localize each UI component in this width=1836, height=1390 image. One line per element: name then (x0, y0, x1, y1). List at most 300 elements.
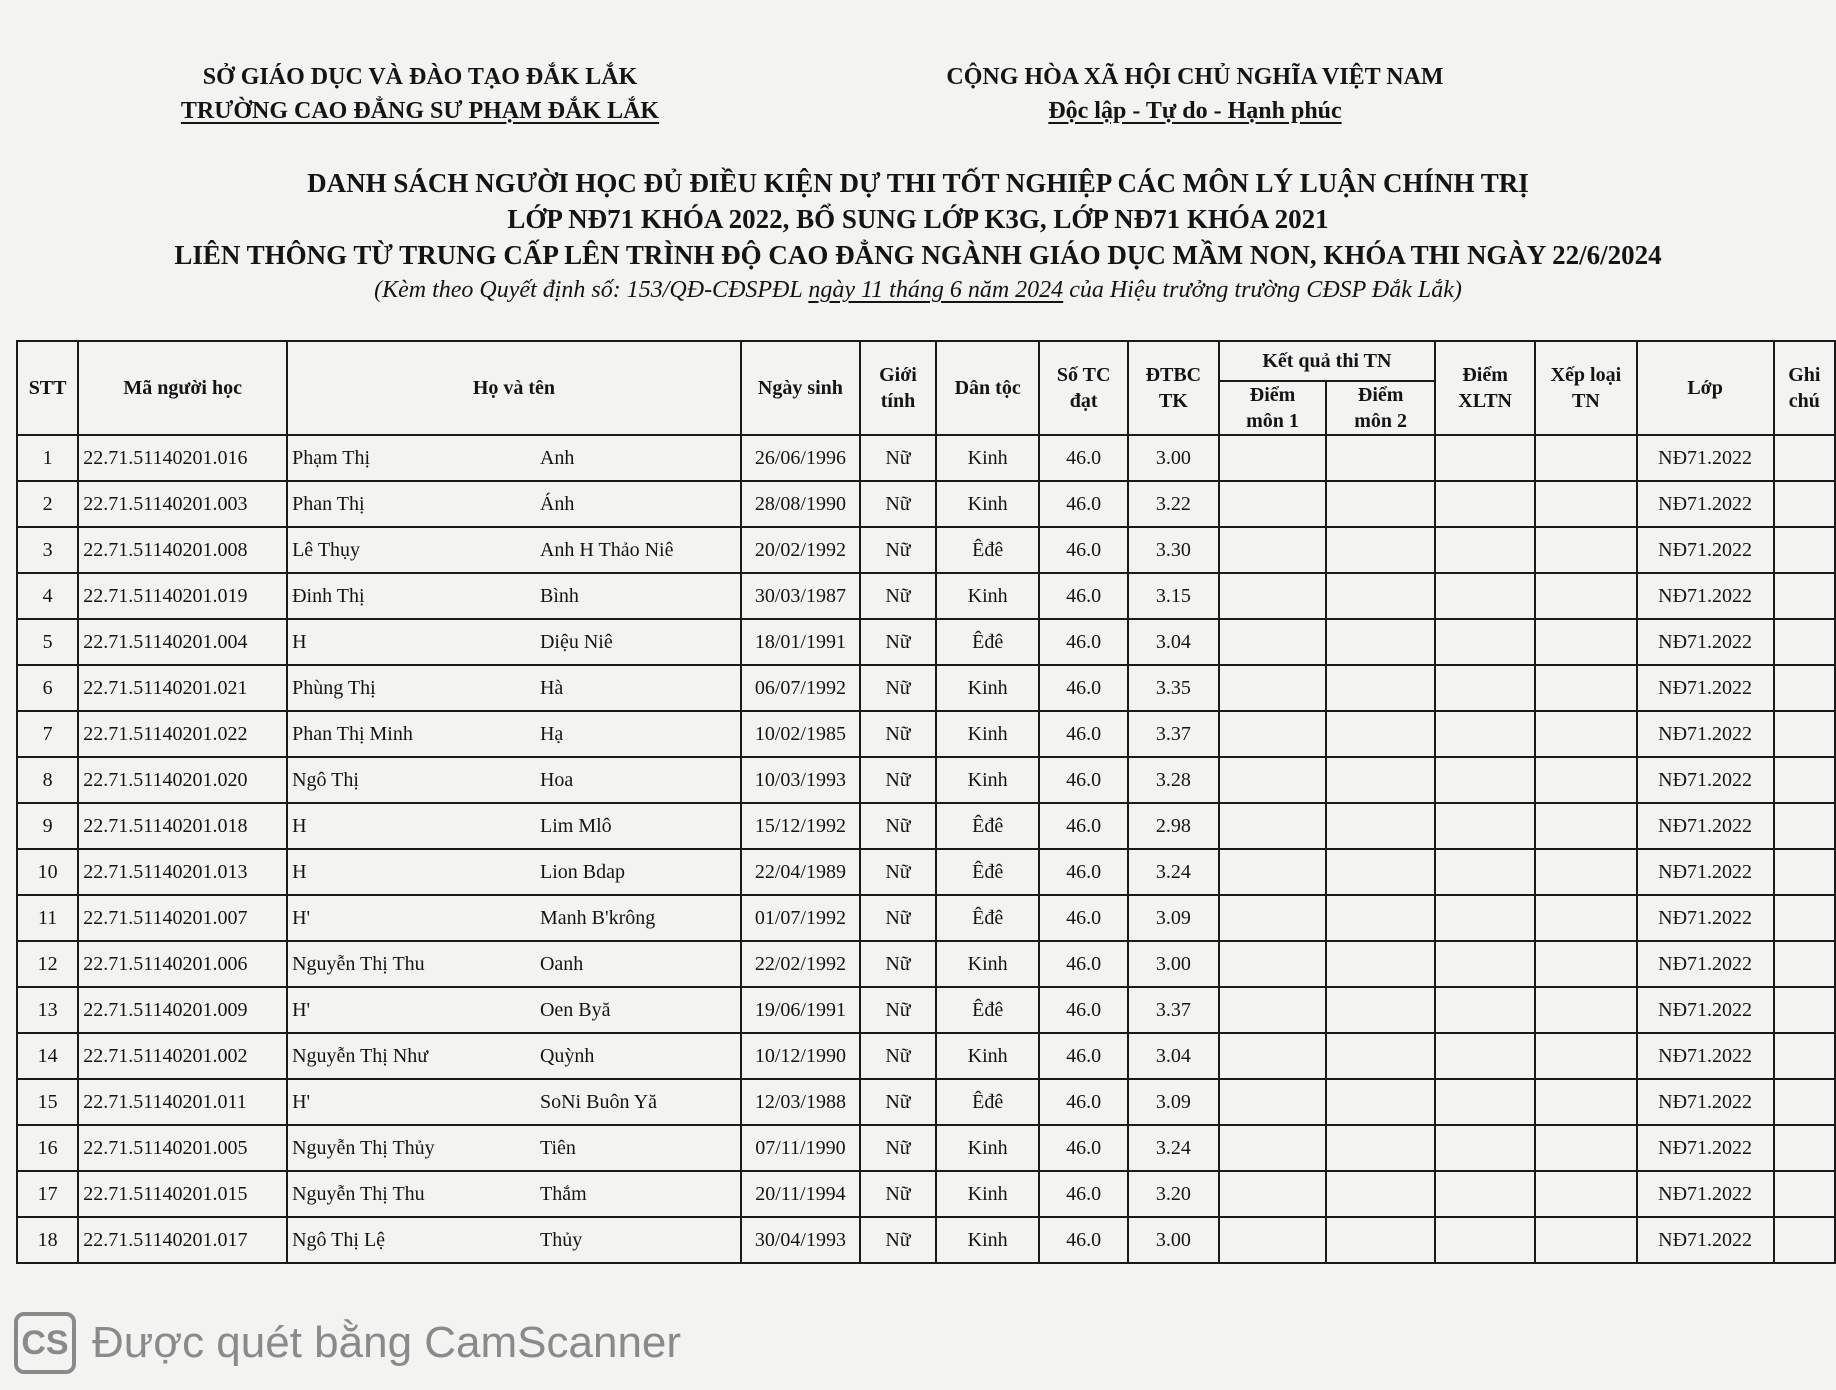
header-left (140, 60, 700, 128)
cell-xltn-score (1435, 435, 1535, 481)
cell-note (1774, 435, 1835, 481)
cell-class-code: NĐ71.2022 (1637, 1079, 1774, 1125)
cell-subject-1-score (1219, 711, 1327, 757)
header-xltn: Điểm XLTN (1435, 341, 1535, 435)
cell-subject-1-score (1219, 941, 1327, 987)
cell-given-name: SoNi Buôn Yă (534, 1079, 741, 1125)
cell-subject-2-score (1326, 757, 1435, 803)
cell-last-name: Đinh Thị (287, 573, 534, 619)
cell-row-number: 18 (17, 1217, 78, 1263)
table-row (17, 573, 1835, 619)
cell-date-of-birth: 18/01/1991 (741, 619, 860, 665)
cell-gpa: 3.04 (1128, 619, 1219, 665)
cell-graduation-rank (1535, 481, 1636, 527)
cell-note (1774, 1171, 1835, 1217)
cell-given-name: Thủy (534, 1217, 741, 1263)
cell-note (1774, 757, 1835, 803)
cell-gender: Nữ (860, 665, 936, 711)
table-row (17, 1217, 1835, 1263)
cell-date-of-birth: 15/12/1992 (741, 803, 860, 849)
country-name: CỘNG HÒA XÃ HỘI CHỦ NGHĨA VIỆT NAM (946, 64, 1444, 90)
cell-student-code: 22.71.51140201.016 (78, 435, 287, 481)
cell-class-code: NĐ71.2022 (1637, 803, 1774, 849)
cell-note (1774, 481, 1835, 527)
cell-xltn-score (1435, 941, 1535, 987)
cell-xltn-score (1435, 527, 1535, 573)
cell-row-number: 16 (17, 1125, 78, 1171)
cell-row-number: 8 (17, 757, 78, 803)
cell-student-code: 22.71.51140201.003 (78, 481, 287, 527)
cell-subject-1-score (1219, 849, 1327, 895)
cell-last-name: Phạm Thị (287, 435, 534, 481)
cell-row-number: 13 (17, 987, 78, 1033)
cell-credits: 46.0 (1039, 619, 1128, 665)
cell-gender: Nữ (860, 803, 936, 849)
cell-credits: 46.0 (1039, 481, 1128, 527)
cell-ethnicity: Êđê (936, 1079, 1039, 1125)
cell-note (1774, 711, 1835, 757)
cell-gpa: 3.09 (1128, 895, 1219, 941)
table-row (17, 895, 1835, 941)
cell-last-name: H (287, 803, 534, 849)
cell-date-of-birth: 20/11/1994 (741, 1171, 860, 1217)
cell-ethnicity: Êđê (936, 849, 1039, 895)
cell-xltn-score (1435, 849, 1535, 895)
cell-credits: 46.0 (1039, 895, 1128, 941)
cell-last-name: Nguyễn Thị Thu (287, 941, 534, 987)
header-rank: Xếp loại TN (1535, 341, 1636, 435)
cell-last-name: Ngô Thị (287, 757, 534, 803)
cell-row-number: 2 (17, 481, 78, 527)
cell-given-name: Hà (534, 665, 741, 711)
cell-subject-1-score (1219, 757, 1327, 803)
title-line-2: LỚP NĐ71 KHÓA 2022, BỔ SUNG LỚP K3G, LỚP NĐ71 KHÓA 2021 (507, 204, 1329, 234)
cell-gpa: 3.35 (1128, 665, 1219, 711)
cell-last-name: Phùng Thị (287, 665, 534, 711)
cell-graduation-rank (1535, 1033, 1636, 1079)
cell-gender: Nữ (860, 849, 936, 895)
cell-subject-1-score (1219, 895, 1327, 941)
cell-credits: 46.0 (1039, 527, 1128, 573)
cell-subject-2-score (1326, 1079, 1435, 1125)
cell-class-code: NĐ71.2022 (1637, 1217, 1774, 1263)
cell-row-number: 5 (17, 619, 78, 665)
cell-gender: Nữ (860, 1033, 936, 1079)
scanner-watermark (14, 1315, 681, 1371)
cell-row-number: 9 (17, 803, 78, 849)
cell-given-name: Quỳnh (534, 1033, 741, 1079)
cell-class-code: NĐ71.2022 (1637, 711, 1774, 757)
school-name: TRƯỜNG CAO ĐẲNG SƯ PHẠM ĐẮK LẮK (180, 98, 660, 124)
header-note: Ghi chú (1774, 341, 1835, 435)
cell-graduation-rank (1535, 711, 1636, 757)
cell-class-code: NĐ71.2022 (1637, 1125, 1774, 1171)
cell-given-name: Diệu Niê (534, 619, 741, 665)
cell-ethnicity: Êđê (936, 895, 1039, 941)
cell-row-number: 4 (17, 573, 78, 619)
header-gpa: ĐTBC TK (1128, 341, 1219, 435)
cell-gpa: 3.37 (1128, 987, 1219, 1033)
cell-graduation-rank (1535, 987, 1636, 1033)
cell-date-of-birth: 22/02/1992 (741, 941, 860, 987)
cell-graduation-rank (1535, 665, 1636, 711)
cell-last-name: Phan Thị Minh (287, 711, 534, 757)
header-student-code: Mã người học (78, 341, 287, 435)
cell-xltn-score (1435, 481, 1535, 527)
decision-ref-date: ngày 11 tháng 6 năm 2024 (808, 277, 1064, 303)
cell-row-number: 1 (17, 435, 78, 481)
cell-student-code: 22.71.51140201.013 (78, 849, 287, 895)
student-rows (17, 435, 1835, 1263)
decision-ref-part-c: của Hiệu trưởng trường CĐSP Đắk Lắk) (1063, 277, 1462, 303)
cell-given-name: Lim Mlô (534, 803, 741, 849)
cell-credits: 46.0 (1039, 435, 1128, 481)
cell-subject-1-score (1219, 435, 1327, 481)
cell-student-code: 22.71.51140201.005 (78, 1125, 287, 1171)
cell-graduation-rank (1535, 941, 1636, 987)
cell-gpa: 3.30 (1128, 527, 1219, 573)
title-line-3: LIÊN THÔNG TỪ TRUNG CẤP LÊN TRÌNH ĐỘ CAO ĐẲNG NGÀNH GIÁO DỤC MẦM NON, KHÓA THI NGÀY 22/6/2024 (174, 240, 1662, 270)
cell-subject-2-score (1326, 1171, 1435, 1217)
cell-class-code: NĐ71.2022 (1637, 435, 1774, 481)
cell-subject-2-score (1326, 1125, 1435, 1171)
header-full-name: Họ và tên (287, 341, 741, 435)
cell-credits: 46.0 (1039, 1125, 1128, 1171)
cell-note (1774, 895, 1835, 941)
cell-last-name: H' (287, 1079, 534, 1125)
cell-subject-2-score (1326, 895, 1435, 941)
cell-gender: Nữ (860, 757, 936, 803)
cell-gender: Nữ (860, 1171, 936, 1217)
cell-student-code: 22.71.51140201.015 (78, 1171, 287, 1217)
cell-note (1774, 1079, 1835, 1125)
cell-student-code: 22.71.51140201.018 (78, 803, 287, 849)
cell-xltn-score (1435, 665, 1535, 711)
table-row (17, 527, 1835, 573)
cell-date-of-birth: 12/03/1988 (741, 1079, 860, 1125)
cell-subject-1-score (1219, 1033, 1327, 1079)
table-row (17, 1033, 1835, 1079)
cell-gpa: 3.24 (1128, 1125, 1219, 1171)
cell-ethnicity: Kinh (936, 665, 1039, 711)
cell-credits: 46.0 (1039, 757, 1128, 803)
cell-subject-1-score (1219, 527, 1327, 573)
cell-subject-1-score (1219, 665, 1327, 711)
cell-given-name: Tiên (534, 1125, 741, 1171)
cell-row-number: 3 (17, 527, 78, 573)
cell-xltn-score (1435, 987, 1535, 1033)
header-right (880, 60, 1510, 128)
header-exam-results: Kết quả thi TN (1219, 341, 1435, 381)
cell-subject-1-score (1219, 803, 1327, 849)
table-row (17, 1079, 1835, 1125)
cell-subject-2-score (1326, 435, 1435, 481)
cell-given-name: Oanh (534, 941, 741, 987)
cell-student-code: 22.71.51140201.007 (78, 895, 287, 941)
cell-gpa: 3.00 (1128, 435, 1219, 481)
header-class: Lớp (1637, 341, 1774, 435)
cell-ethnicity: Kinh (936, 757, 1039, 803)
cell-credits: 46.0 (1039, 803, 1128, 849)
cell-gender: Nữ (860, 1125, 936, 1171)
cell-graduation-rank (1535, 619, 1636, 665)
cell-subject-1-score (1219, 573, 1327, 619)
cell-ethnicity: Kinh (936, 711, 1039, 757)
cell-ethnicity: Kinh (936, 1125, 1039, 1171)
cell-gender: Nữ (860, 711, 936, 757)
decision-reference (0, 273, 1836, 307)
cell-gender: Nữ (860, 527, 936, 573)
table-row (17, 435, 1835, 481)
header-ethnicity: Dân tộc (936, 341, 1039, 435)
table-row (17, 711, 1835, 757)
cell-date-of-birth: 20/02/1992 (741, 527, 860, 573)
cell-subject-2-score (1326, 619, 1435, 665)
cell-graduation-rank (1535, 1217, 1636, 1263)
cell-class-code: NĐ71.2022 (1637, 619, 1774, 665)
cell-student-code: 22.71.51140201.004 (78, 619, 287, 665)
cell-class-code: NĐ71.2022 (1637, 987, 1774, 1033)
cell-credits: 46.0 (1039, 665, 1128, 711)
cell-credits: 46.0 (1039, 1171, 1128, 1217)
cell-given-name: Bình (534, 573, 741, 619)
cell-note (1774, 527, 1835, 573)
cell-gpa: 3.20 (1128, 1171, 1219, 1217)
cell-date-of-birth: 10/03/1993 (741, 757, 860, 803)
cell-row-number: 15 (17, 1079, 78, 1125)
cell-class-code: NĐ71.2022 (1637, 757, 1774, 803)
cell-ethnicity: Kinh (936, 941, 1039, 987)
cell-ethnicity: Kinh (936, 1171, 1039, 1217)
cell-row-number: 14 (17, 1033, 78, 1079)
cell-date-of-birth: 22/04/1989 (741, 849, 860, 895)
cell-gender: Nữ (860, 573, 936, 619)
cell-graduation-rank (1535, 1125, 1636, 1171)
cell-xltn-score (1435, 1171, 1535, 1217)
cell-date-of-birth: 10/12/1990 (741, 1033, 860, 1079)
cell-graduation-rank (1535, 849, 1636, 895)
cell-xltn-score (1435, 573, 1535, 619)
student-list-table (16, 340, 1836, 1264)
cell-gender: Nữ (860, 619, 936, 665)
cell-subject-2-score (1326, 711, 1435, 757)
cell-note (1774, 665, 1835, 711)
cell-note (1774, 987, 1835, 1033)
cell-credits: 46.0 (1039, 573, 1128, 619)
cell-last-name: Nguyễn Thị Thủy (287, 1125, 534, 1171)
camscanner-logo: CS (14, 1312, 76, 1374)
cell-subject-2-score (1326, 941, 1435, 987)
cell-subject-1-score (1219, 1125, 1327, 1171)
cell-class-code: NĐ71.2022 (1637, 665, 1774, 711)
cell-gpa: 3.15 (1128, 573, 1219, 619)
cell-last-name: H' (287, 987, 534, 1033)
cell-graduation-rank (1535, 757, 1636, 803)
cell-gender: Nữ (860, 481, 936, 527)
cell-last-name: Ngô Thị Lệ (287, 1217, 534, 1263)
cell-date-of-birth: 19/06/1991 (741, 987, 860, 1033)
table-row (17, 1125, 1835, 1171)
cell-graduation-rank (1535, 803, 1636, 849)
cell-row-number: 7 (17, 711, 78, 757)
cell-date-of-birth: 28/08/1990 (741, 481, 860, 527)
cell-gpa: 3.00 (1128, 1217, 1219, 1263)
cell-ethnicity: Êđê (936, 987, 1039, 1033)
cell-ethnicity: Kinh (936, 435, 1039, 481)
cell-ethnicity: Kinh (936, 1217, 1039, 1263)
cell-given-name: Hạ (534, 711, 741, 757)
cell-subject-1-score (1219, 1217, 1327, 1263)
cell-gpa: 2.98 (1128, 803, 1219, 849)
cell-subject-2-score (1326, 527, 1435, 573)
cell-class-code: NĐ71.2022 (1637, 527, 1774, 573)
cell-subject-2-score (1326, 481, 1435, 527)
cell-given-name: Hoa (534, 757, 741, 803)
cell-note (1774, 941, 1835, 987)
cell-ethnicity: Kinh (936, 481, 1039, 527)
cell-given-name: Thắm (534, 1171, 741, 1217)
cell-gpa: 3.09 (1128, 1079, 1219, 1125)
cell-last-name: Lê Thụy (287, 527, 534, 573)
cell-class-code: NĐ71.2022 (1637, 849, 1774, 895)
cell-graduation-rank (1535, 573, 1636, 619)
cell-student-code: 22.71.51140201.008 (78, 527, 287, 573)
cell-gender: Nữ (860, 895, 936, 941)
cell-student-code: 22.71.51140201.009 (78, 987, 287, 1033)
scanner-text: Được quét bằng CamScanner (92, 1318, 682, 1367)
cell-gpa: 3.04 (1128, 1033, 1219, 1079)
motto: Độc lập - Tự do - Hạnh phúc (1048, 98, 1342, 124)
cell-gender: Nữ (860, 1079, 936, 1125)
cell-date-of-birth: 10/02/1985 (741, 711, 860, 757)
cell-xltn-score (1435, 619, 1535, 665)
cell-xltn-score (1435, 711, 1535, 757)
cell-last-name: Nguyễn Thị Như (287, 1033, 534, 1079)
cell-class-code: NĐ71.2022 (1637, 481, 1774, 527)
cell-class-code: NĐ71.2022 (1637, 941, 1774, 987)
cell-graduation-rank (1535, 435, 1636, 481)
cell-note (1774, 1125, 1835, 1171)
cell-xltn-score (1435, 757, 1535, 803)
cell-subject-2-score (1326, 1033, 1435, 1079)
cell-given-name: Oen Byă (534, 987, 741, 1033)
cell-xltn-score (1435, 803, 1535, 849)
cell-subject-1-score (1219, 1171, 1327, 1217)
cell-date-of-birth: 26/06/1996 (741, 435, 860, 481)
cell-credits: 46.0 (1039, 849, 1128, 895)
title-line-1: DANH SÁCH NGƯỜI HỌC ĐỦ ĐIỀU KIỆN DỰ THI TỐT NGHIỆP CÁC MÔN LÝ LUẬN CHÍNH TRỊ (307, 168, 1529, 198)
cell-date-of-birth: 30/03/1987 (741, 573, 860, 619)
cell-graduation-rank (1535, 1079, 1636, 1125)
cell-last-name: H' (287, 895, 534, 941)
cell-date-of-birth: 30/04/1993 (741, 1217, 860, 1263)
cell-subject-2-score (1326, 665, 1435, 711)
header-stt: STT (17, 341, 78, 435)
cell-last-name: Nguyễn Thị Thu (287, 1171, 534, 1217)
cell-subject-2-score (1326, 573, 1435, 619)
cell-gpa: 3.00 (1128, 941, 1219, 987)
cell-last-name: Phan Thị (287, 481, 534, 527)
header-subject-2: Điểm môn 2 (1326, 381, 1435, 435)
table-row (17, 665, 1835, 711)
cell-subject-2-score (1326, 1217, 1435, 1263)
cell-ethnicity: Kinh (936, 1033, 1039, 1079)
cell-xltn-score (1435, 1125, 1535, 1171)
cell-class-code: NĐ71.2022 (1637, 1171, 1774, 1217)
cell-graduation-rank (1535, 1171, 1636, 1217)
cell-student-code: 22.71.51140201.002 (78, 1033, 287, 1079)
cell-gpa: 3.28 (1128, 757, 1219, 803)
cell-credits: 46.0 (1039, 1033, 1128, 1079)
cell-student-code: 22.71.51140201.011 (78, 1079, 287, 1125)
cell-subject-2-score (1326, 803, 1435, 849)
table-row (17, 481, 1835, 527)
table-row (17, 849, 1835, 895)
cell-row-number: 6 (17, 665, 78, 711)
cell-student-code: 22.71.51140201.017 (78, 1217, 287, 1263)
cell-row-number: 11 (17, 895, 78, 941)
table-row (17, 987, 1835, 1033)
cell-class-code: NĐ71.2022 (1637, 573, 1774, 619)
cell-row-number: 10 (17, 849, 78, 895)
cell-note (1774, 619, 1835, 665)
cell-subject-1-score (1219, 987, 1327, 1033)
cell-row-number: 12 (17, 941, 78, 987)
cell-credits: 46.0 (1039, 1079, 1128, 1125)
cell-student-code: 22.71.51140201.006 (78, 941, 287, 987)
table-row (17, 1171, 1835, 1217)
table-row (17, 757, 1835, 803)
table-row (17, 803, 1835, 849)
header-dob: Ngày sinh (741, 341, 860, 435)
cell-gender: Nữ (860, 941, 936, 987)
table-row (17, 619, 1835, 665)
cell-row-number: 17 (17, 1171, 78, 1217)
header-credits: Số TC đạt (1039, 341, 1128, 435)
cell-student-code: 22.71.51140201.022 (78, 711, 287, 757)
cell-subject-1-score (1219, 481, 1327, 527)
cell-credits: 46.0 (1039, 711, 1128, 757)
header-subject-1: Điểm môn 1 (1219, 381, 1327, 435)
cell-subject-1-score (1219, 619, 1327, 665)
cell-given-name: Manh B'krông (534, 895, 741, 941)
table-row (17, 941, 1835, 987)
cell-note (1774, 803, 1835, 849)
cell-xltn-score (1435, 895, 1535, 941)
cell-ethnicity: Kinh (936, 573, 1039, 619)
cell-date-of-birth: 01/07/1992 (741, 895, 860, 941)
cell-student-code: 22.71.51140201.020 (78, 757, 287, 803)
header-gender: Giới tính (860, 341, 936, 435)
cell-graduation-rank (1535, 895, 1636, 941)
cell-subject-2-score (1326, 849, 1435, 895)
cell-ethnicity: Êđê (936, 527, 1039, 573)
cell-subject-2-score (1326, 987, 1435, 1033)
department-name: SỞ GIÁO DỤC VÀ ĐÀO TẠO ĐẮK LẮK (202, 64, 638, 90)
cell-ethnicity: Êđê (936, 803, 1039, 849)
cell-given-name: Anh H Thảo Niê (534, 527, 741, 573)
cell-credits: 46.0 (1039, 1217, 1128, 1263)
cell-date-of-birth: 07/11/1990 (741, 1125, 860, 1171)
cell-gender: Nữ (860, 987, 936, 1033)
cell-given-name: Ánh (534, 481, 741, 527)
cell-note (1774, 573, 1835, 619)
cell-gender: Nữ (860, 1217, 936, 1263)
cell-xltn-score (1435, 1033, 1535, 1079)
document-title (0, 165, 1836, 307)
cell-gpa: 3.37 (1128, 711, 1219, 757)
cell-last-name: H (287, 619, 534, 665)
